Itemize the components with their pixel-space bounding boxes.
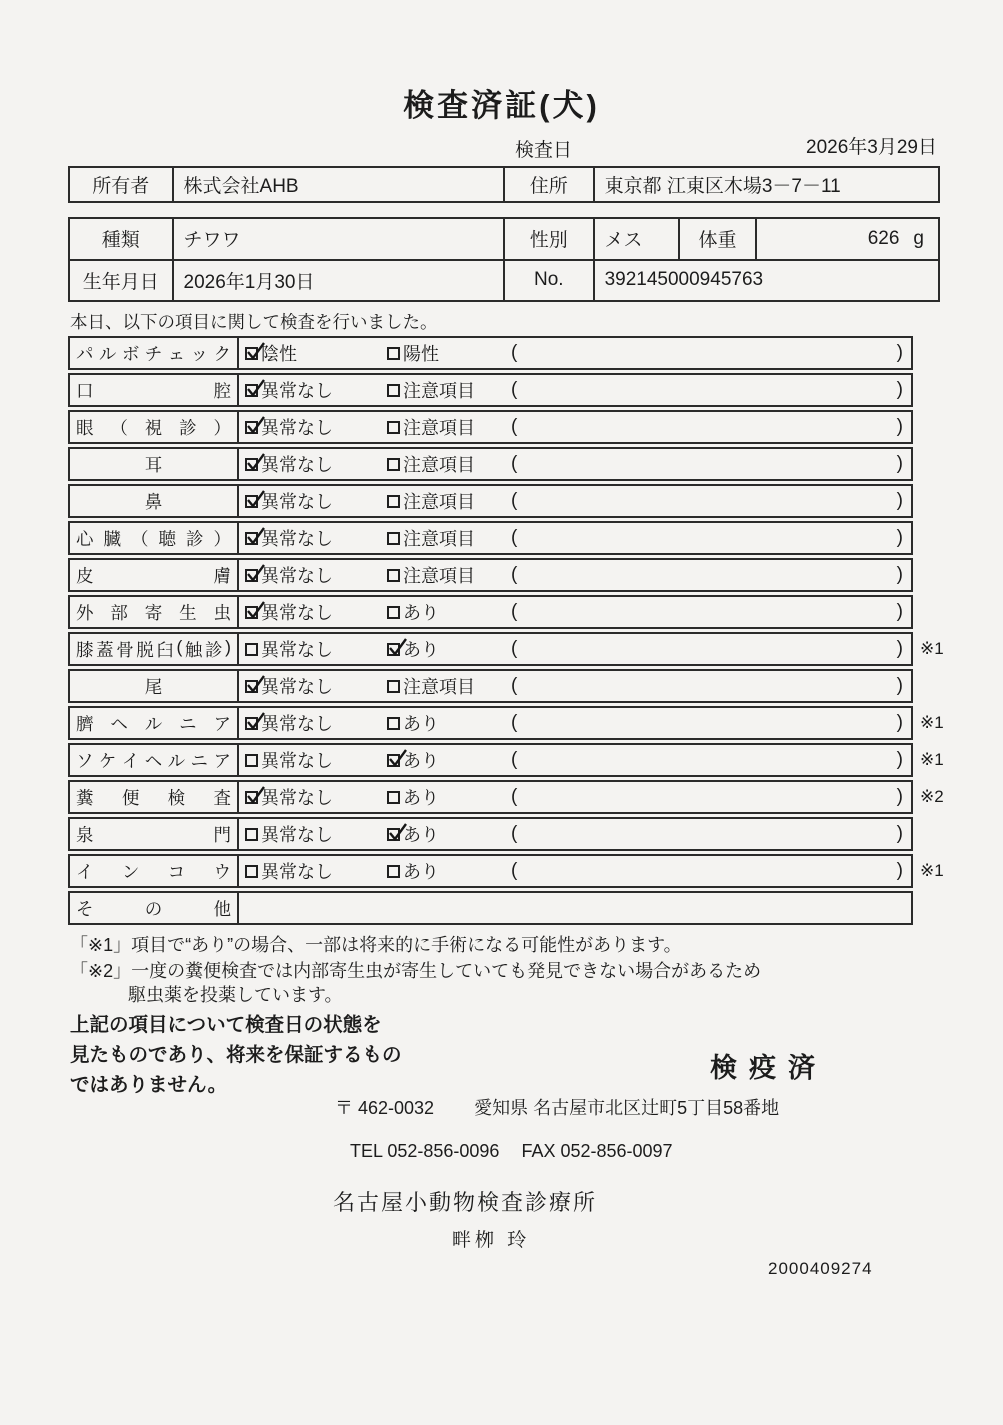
option-2: [387, 562, 511, 588]
owner-table: [68, 166, 940, 203]
remarks-paren-open: (: [511, 416, 518, 437]
clinic-fax: FAX 052-856-0097: [521, 1141, 673, 1161]
checked-checkbox-icon: [245, 791, 258, 804]
option-1-label: 異常なし: [261, 640, 333, 660]
checklist-table: [68, 336, 1003, 928]
remarks-paren-close: ): [896, 379, 903, 400]
checked-checkbox-icon: [245, 421, 258, 434]
option-2: [387, 710, 511, 736]
option-1: [239, 821, 387, 847]
remarks-paren-open: (: [511, 379, 518, 400]
unchecked-checkbox-icon: [245, 643, 258, 656]
remarks-paren-open: (: [511, 749, 518, 770]
checklist-row: [68, 854, 1003, 888]
checklist-note-mark: ※2: [920, 787, 944, 806]
inspection-date-label: 検査日: [515, 140, 573, 161]
checklist-row: [68, 373, 1003, 407]
checklist-row-box: [68, 447, 913, 481]
option-2-label: 注意項目: [403, 381, 475, 401]
checklist-item-label: 尾: [70, 671, 239, 701]
remarks-paren-close: ): [896, 490, 903, 511]
option-2: [387, 821, 511, 847]
checklist-item-options: [239, 486, 911, 516]
unchecked-checkbox-icon: [245, 828, 258, 841]
option-1: [239, 377, 387, 403]
checklist-note-mark: ※1: [920, 861, 944, 880]
inspection-date-value: 2026年3月29日: [806, 137, 937, 158]
checklist-row-box: [68, 410, 913, 444]
checklist-row-box: [68, 743, 913, 777]
remarks-paren-close: ): [896, 453, 903, 474]
clinic-address-line: [335, 1094, 779, 1120]
sex-value: メス: [595, 219, 681, 259]
option-1: [239, 562, 387, 588]
option-2: [387, 599, 511, 625]
option-1-label: 陰性: [261, 344, 297, 364]
checked-checkbox-icon: [245, 347, 258, 360]
checklist-row-box: [68, 484, 913, 518]
disclaimer-line-3: ではありません。: [70, 1074, 228, 1096]
veterinarian-name: 畔栁 玲: [452, 1230, 531, 1251]
checklist-item-label: 皮 膚: [70, 560, 239, 590]
checklist-item-options: [239, 893, 911, 923]
checklist-row: [68, 743, 1003, 777]
option-1-label: 異常なし: [261, 714, 333, 734]
checked-checkbox-icon: [387, 828, 400, 841]
remarks-paren-open: (: [511, 860, 518, 881]
remarks-paren-close: ): [896, 564, 903, 585]
option-1: [239, 710, 387, 736]
checklist-item-label: 臍 ヘ ル ニ ア: [70, 708, 239, 738]
serial-number: 2000409274: [768, 1259, 873, 1278]
checklist-row: [68, 595, 1003, 629]
checked-checkbox-icon: [245, 495, 258, 508]
checklist-row-box: [68, 373, 913, 407]
unchecked-checkbox-icon: [387, 495, 400, 508]
checklist-row: [68, 447, 1003, 481]
option-1-label: 異常なし: [261, 381, 333, 401]
checklist-row: [68, 706, 1003, 740]
unchecked-checkbox-icon: [245, 865, 258, 878]
option-1-label: 異常なし: [261, 677, 333, 697]
breed-row: [70, 219, 938, 259]
option-2: [387, 340, 511, 366]
option-1-label: 異常なし: [261, 566, 333, 586]
option-2-label: あり: [403, 788, 439, 808]
checklist-item-options: [239, 782, 911, 812]
breed-value: チワワ: [174, 219, 505, 259]
checklist-item-label: 心 臓 （ 聴 診 ）: [70, 523, 239, 553]
option-2-label: 陽性: [403, 344, 439, 364]
checklist-row: [68, 780, 1003, 814]
unchecked-checkbox-icon: [387, 865, 400, 878]
checklist-item-options: [239, 338, 911, 368]
disclaimer-text: [70, 1010, 402, 1100]
checklist-item-label: そ の 他: [70, 893, 239, 923]
checked-checkbox-icon: [387, 754, 400, 767]
sex-label: 性別: [505, 219, 595, 259]
option-1: [239, 747, 387, 773]
checklist-item-label: 眼 （ 視 診 ）: [70, 412, 239, 442]
footnote-1: 「※1」項目で“あり”の場合、一部は将来的に手術になる可能性があります。: [70, 935, 682, 955]
checklist-row-box: [68, 706, 913, 740]
checklist-row: [68, 817, 1003, 851]
birth-label: 生年月日: [70, 261, 174, 301]
option-2-label: あり: [403, 640, 439, 660]
remarks-paren-open: (: [511, 527, 518, 548]
disclaimer-line-2: 見たものであり、将来を保証するもの: [70, 1044, 402, 1066]
birth-value: 2026年1月30日: [174, 261, 505, 301]
option-2: [387, 451, 511, 477]
breed-label: 種類: [70, 219, 174, 259]
checklist-item-options: [239, 597, 911, 627]
unchecked-checkbox-icon: [387, 421, 400, 434]
quarantine-stamp: 検疫済: [710, 1053, 827, 1083]
checklist-note-mark: ※1: [920, 713, 944, 732]
weight-number: 626: [867, 227, 900, 249]
checklist-item-label: 口 腔: [70, 375, 239, 405]
address-value: 東京都 江東区木場3－7－11: [604, 176, 841, 197]
remarks-paren-open: (: [511, 564, 518, 585]
birth-row: [70, 259, 938, 301]
checklist-row: [68, 336, 1003, 370]
option-2: [387, 858, 511, 884]
remarks-paren-open: (: [511, 342, 518, 363]
option-2-label: あり: [403, 714, 439, 734]
option-1: [239, 784, 387, 810]
checklist-row: [68, 410, 1003, 444]
checklist-item-label: 鼻: [70, 486, 239, 516]
checklist-item-label: ソ ケ イ ヘ ル ニ ア: [70, 745, 239, 775]
checklist-row-box: [68, 669, 913, 703]
checklist-item-label: 耳: [70, 449, 239, 479]
option-2-label: あり: [403, 751, 439, 771]
animal-info-table: [68, 217, 940, 302]
checked-checkbox-icon: [245, 569, 258, 582]
remarks-paren-open: (: [511, 786, 518, 807]
checklist-item-label: 膝 蓋 骨 脱 臼 ( 触 診 ): [70, 634, 239, 664]
option-2-label: 注意項目: [403, 677, 475, 697]
checklist-item-options: [239, 819, 911, 849]
checklist-row: [68, 521, 1003, 555]
unchecked-checkbox-icon: [245, 754, 258, 767]
statement-text: 本日、以下の項目に関して検査を行いました。: [70, 312, 438, 332]
checklist-item-options: [239, 708, 911, 738]
option-2: [387, 636, 511, 662]
weight-label: 体重: [680, 219, 757, 259]
checklist-row-box: [68, 632, 913, 666]
checklist-row-box: [68, 891, 913, 925]
option-1: [239, 858, 387, 884]
checklist-row-box: [68, 817, 913, 851]
owner-label: 所有者: [70, 168, 174, 201]
checklist-item-label: 外 部 寄 生 虫: [70, 597, 239, 627]
checklist-item-options: [239, 523, 911, 553]
clinic-address: 愛知県 名古屋市北区辻町5丁目58番地: [474, 1098, 780, 1118]
checklist-item-options: [239, 560, 911, 590]
checklist-row-box: [68, 521, 913, 555]
option-1-label: 異常なし: [261, 751, 333, 771]
checklist-item-label: パ ル ボ チ ェ ッ ク: [70, 338, 239, 368]
checklist-row: [68, 669, 1003, 703]
remarks-paren-close: ): [896, 786, 903, 807]
no-value: 392145000945763: [604, 269, 764, 291]
checklist-item-label: イ ン コ ウ: [70, 856, 239, 886]
checked-checkbox-icon: [245, 717, 258, 730]
option-2: [387, 377, 511, 403]
option-1: [239, 599, 387, 625]
option-1-label: 異常なし: [261, 418, 333, 438]
footnote-2: 「※2」一度の糞便検査では内部寄生虫が寄生していても発見できない場合があるため: [70, 961, 762, 981]
option-1-label: 異常なし: [261, 862, 333, 882]
checked-checkbox-icon: [387, 643, 400, 656]
option-1-label: 異常なし: [261, 825, 333, 845]
remarks-paren-close: ): [896, 749, 903, 770]
remarks-paren-open: (: [511, 675, 518, 696]
unchecked-checkbox-icon: [387, 347, 400, 360]
remarks-paren-close: ): [896, 638, 903, 659]
option-2: [387, 673, 511, 699]
remarks-paren-close: ): [896, 823, 903, 844]
checklist-item-options: [239, 745, 911, 775]
checklist-item-options: [239, 449, 911, 479]
checklist-row: [68, 558, 1003, 592]
option-2-label: あり: [403, 603, 439, 623]
checklist-row-box: [68, 558, 913, 592]
checked-checkbox-icon: [245, 532, 258, 545]
unchecked-checkbox-icon: [387, 569, 400, 582]
checklist-row-box: [68, 336, 913, 370]
remarks-paren-open: (: [511, 490, 518, 511]
weight-value: [757, 219, 938, 259]
footnote-2-cont: 駆虫薬を投薬しています。: [128, 985, 343, 1005]
checklist-item-options: [239, 375, 911, 405]
checklist-row-box: [68, 854, 913, 888]
option-1-label: 異常なし: [261, 529, 333, 549]
checked-checkbox-icon: [245, 606, 258, 619]
checklist-item-options: [239, 671, 911, 701]
clinic-postal: 〒 462-0032: [335, 1098, 435, 1118]
remarks-paren-open: (: [511, 712, 518, 733]
remarks-paren-open: (: [511, 638, 518, 659]
option-2: [387, 488, 511, 514]
option-1-label: 異常なし: [261, 603, 333, 623]
checked-checkbox-icon: [245, 680, 258, 693]
remarks-paren-close: ): [896, 712, 903, 733]
option-1: [239, 340, 387, 366]
disclaimer-line-1: 上記の項目について検査日の状態を: [70, 1014, 382, 1036]
option-2: [387, 784, 511, 810]
owner-row: [70, 168, 938, 201]
option-2-label: 注意項目: [403, 492, 475, 512]
option-1: [239, 488, 387, 514]
checklist-row-box: [68, 595, 913, 629]
checklist-note-mark: ※1: [920, 750, 944, 769]
unchecked-checkbox-icon: [387, 384, 400, 397]
option-1-label: 異常なし: [261, 788, 333, 808]
clinic-tel-line: [350, 1141, 673, 1162]
checklist-row: [68, 891, 1003, 925]
checklist-note-mark: ※1: [920, 639, 944, 658]
option-1: [239, 414, 387, 440]
checked-checkbox-icon: [245, 384, 258, 397]
option-1: [239, 525, 387, 551]
remarks-paren-close: ): [896, 675, 903, 696]
owner-value: 株式会社AHB: [174, 168, 505, 201]
remarks-paren-open: (: [511, 601, 518, 622]
unchecked-checkbox-icon: [387, 458, 400, 471]
option-2-label: 注意項目: [403, 566, 475, 586]
remarks-paren-close: ): [896, 342, 903, 363]
unchecked-checkbox-icon: [387, 606, 400, 619]
option-2-label: 注意項目: [403, 529, 475, 549]
option-1-label: 異常なし: [261, 492, 333, 512]
option-2: [387, 525, 511, 551]
unchecked-checkbox-icon: [387, 791, 400, 804]
remarks-paren-close: ): [896, 527, 903, 548]
unchecked-checkbox-icon: [387, 717, 400, 730]
option-2: [387, 414, 511, 440]
remarks-paren-open: (: [511, 823, 518, 844]
option-2-label: あり: [403, 825, 439, 845]
checklist-item-options: [239, 856, 911, 886]
checklist-item-label: 泉 門: [70, 819, 239, 849]
unchecked-checkbox-icon: [387, 680, 400, 693]
clinic-name: 名古屋小動物検査診療所: [333, 1190, 598, 1215]
no-label: No.: [505, 261, 595, 301]
address-label: 住所: [505, 168, 595, 201]
checklist-row: [68, 484, 1003, 518]
checklist-row-box: [68, 780, 913, 814]
option-1: [239, 636, 387, 662]
option-1-label: 異常なし: [261, 455, 333, 475]
option-2: [387, 747, 511, 773]
checklist-item-label: 糞 便 検 査: [70, 782, 239, 812]
option-2-label: 注意項目: [403, 455, 475, 475]
remarks-paren-close: ): [896, 860, 903, 881]
option-2-label: 注意項目: [403, 418, 475, 438]
checklist-item-options: [239, 634, 911, 664]
unchecked-checkbox-icon: [387, 532, 400, 545]
weight-unit: g: [913, 227, 924, 249]
option-1: [239, 451, 387, 477]
remarks-paren-open: (: [511, 453, 518, 474]
checklist-item-options: [239, 412, 911, 442]
clinic-tel: TEL 052-856-0096: [350, 1141, 500, 1161]
remarks-paren-close: ): [896, 601, 903, 622]
option-2-label: あり: [403, 862, 439, 882]
option-1: [239, 673, 387, 699]
remarks-paren-close: ): [896, 416, 903, 437]
checklist-row: [68, 632, 1003, 666]
page-title: 検査済証(犬): [403, 88, 600, 123]
checked-checkbox-icon: [245, 458, 258, 471]
